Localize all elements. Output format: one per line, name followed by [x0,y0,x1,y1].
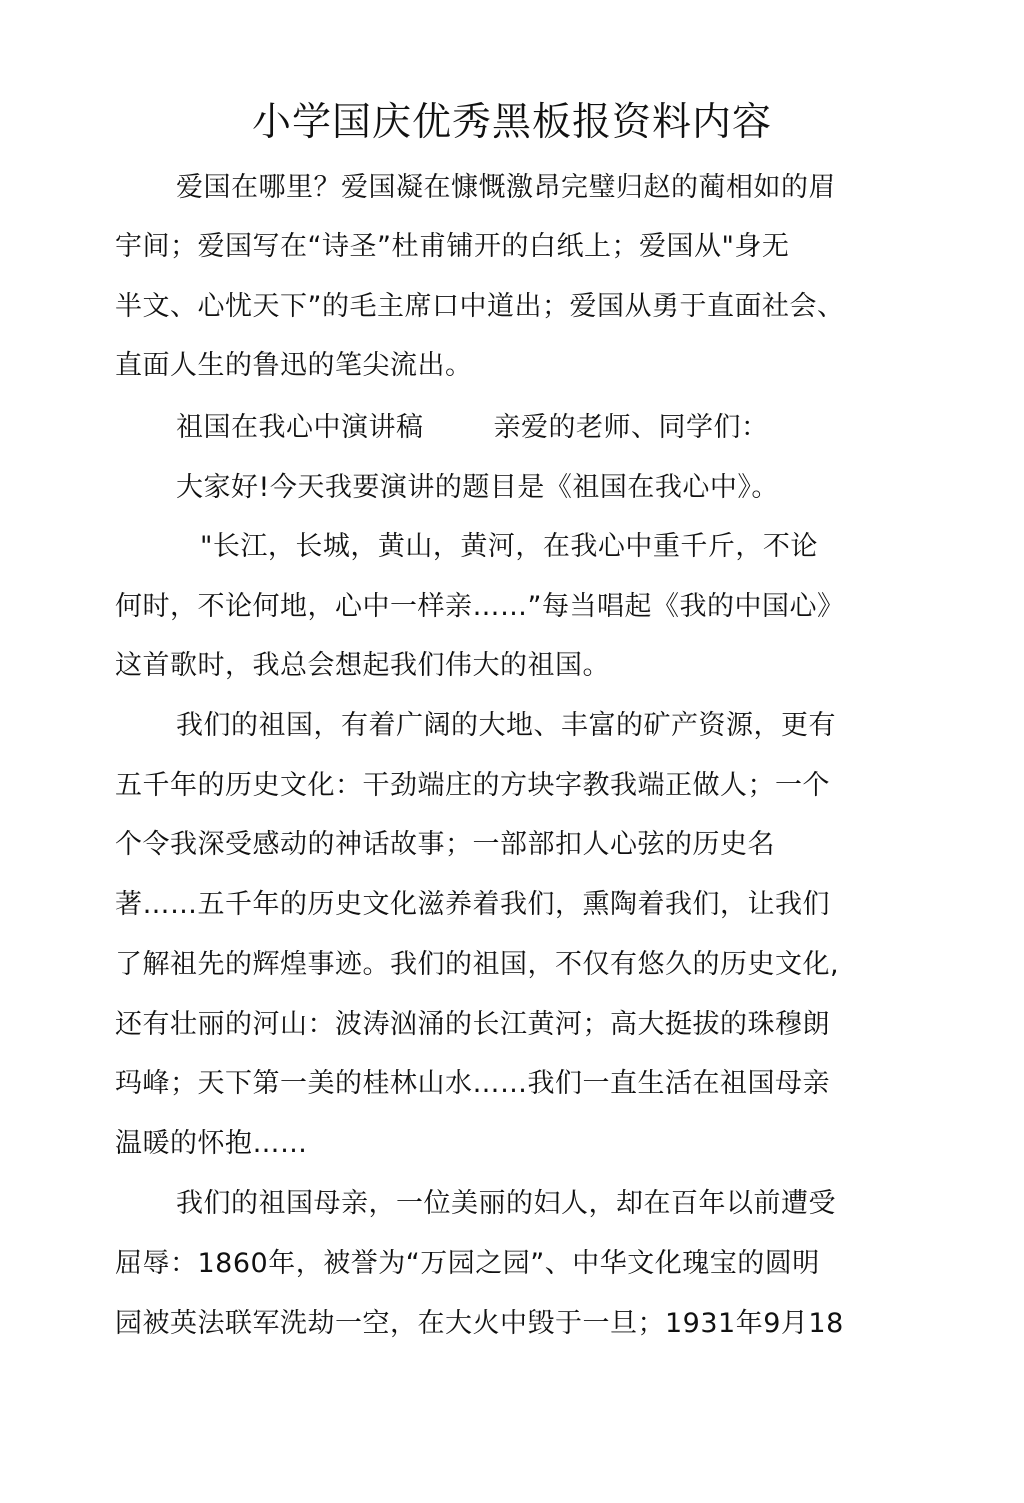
paragraph-line: 园被英法联军洗劫一空，在大火中毁于一旦；1931年9月18 [115,1308,844,1339]
paragraph-line: 半文、心忧天下”的毛主席口中道出；爱国从勇于直面社会、 [115,291,845,322]
speech-title: 祖国在我心中演讲稿 [176,412,424,443]
paragraph-line: 五千年的历史文化：干劲端庄的方块字教我端正做人；一个 [115,770,830,801]
paragraph-line: 著……五千年的历史文化滋养着我们，熏陶着我们，让我们 [115,889,830,920]
speech-heading-line [176,408,769,448]
paragraph-line: 何时，不论何地，心中一样亲……”每当唱起《我的中国心》 [115,591,845,622]
paragraph-line: 玛峰；天下第一美的桂林山水……我们一直生活在祖国母亲 [115,1068,830,1099]
salutation: 亲爱的老师、同学们： [493,412,769,443]
paragraph-line: "长江，长城，黄山，黄河，在我心中重千斤，不论 [200,531,818,562]
paragraph-line: 屈辱：1860年，被誉为“万园之园”、中华文化瑰宝的圆明 [115,1248,820,1279]
paragraph-line: 直面人生的鲁迅的笔尖流出。 [115,350,473,381]
paragraph-line: 个令我深受感动的神话故事；一部部扣人心弦的历史名 [115,829,775,860]
paragraph-line: 温暖的怀抱…… [115,1128,308,1159]
paragraph-line: 爱国在哪里？爱国凝在慷慨激昂完璧归赵的蔺相如的眉 [176,172,836,203]
paragraph-line: 宇间；爱国写在“诗圣”杜甫铺开的白纸上；爱国从"身无 [115,231,790,262]
paragraph-line: 还有壮丽的河山：波涛汹涌的长江黄河；高大挺拔的珠穆朗 [115,1009,830,1040]
paragraph-line: 我们的祖国母亲，一位美丽的妇人，却在百年以前遭受 [176,1188,836,1219]
paragraph-line: 了解祖先的辉煌事迹。我们的祖国，不仅有悠久的历史文化, [115,949,840,980]
paragraph-line: 我们的祖国，有着广阔的大地、丰富的矿产资源，更有 [176,710,836,741]
paragraph-line: 大家好!今天我要演讲的题目是《祖国在我心中》。 [176,472,779,503]
page-title: 小学国庆优秀黑板报资料内容 [251,100,772,145]
paragraph-line: 这首歌时，我总会想起我们伟大的祖国。 [115,650,610,681]
